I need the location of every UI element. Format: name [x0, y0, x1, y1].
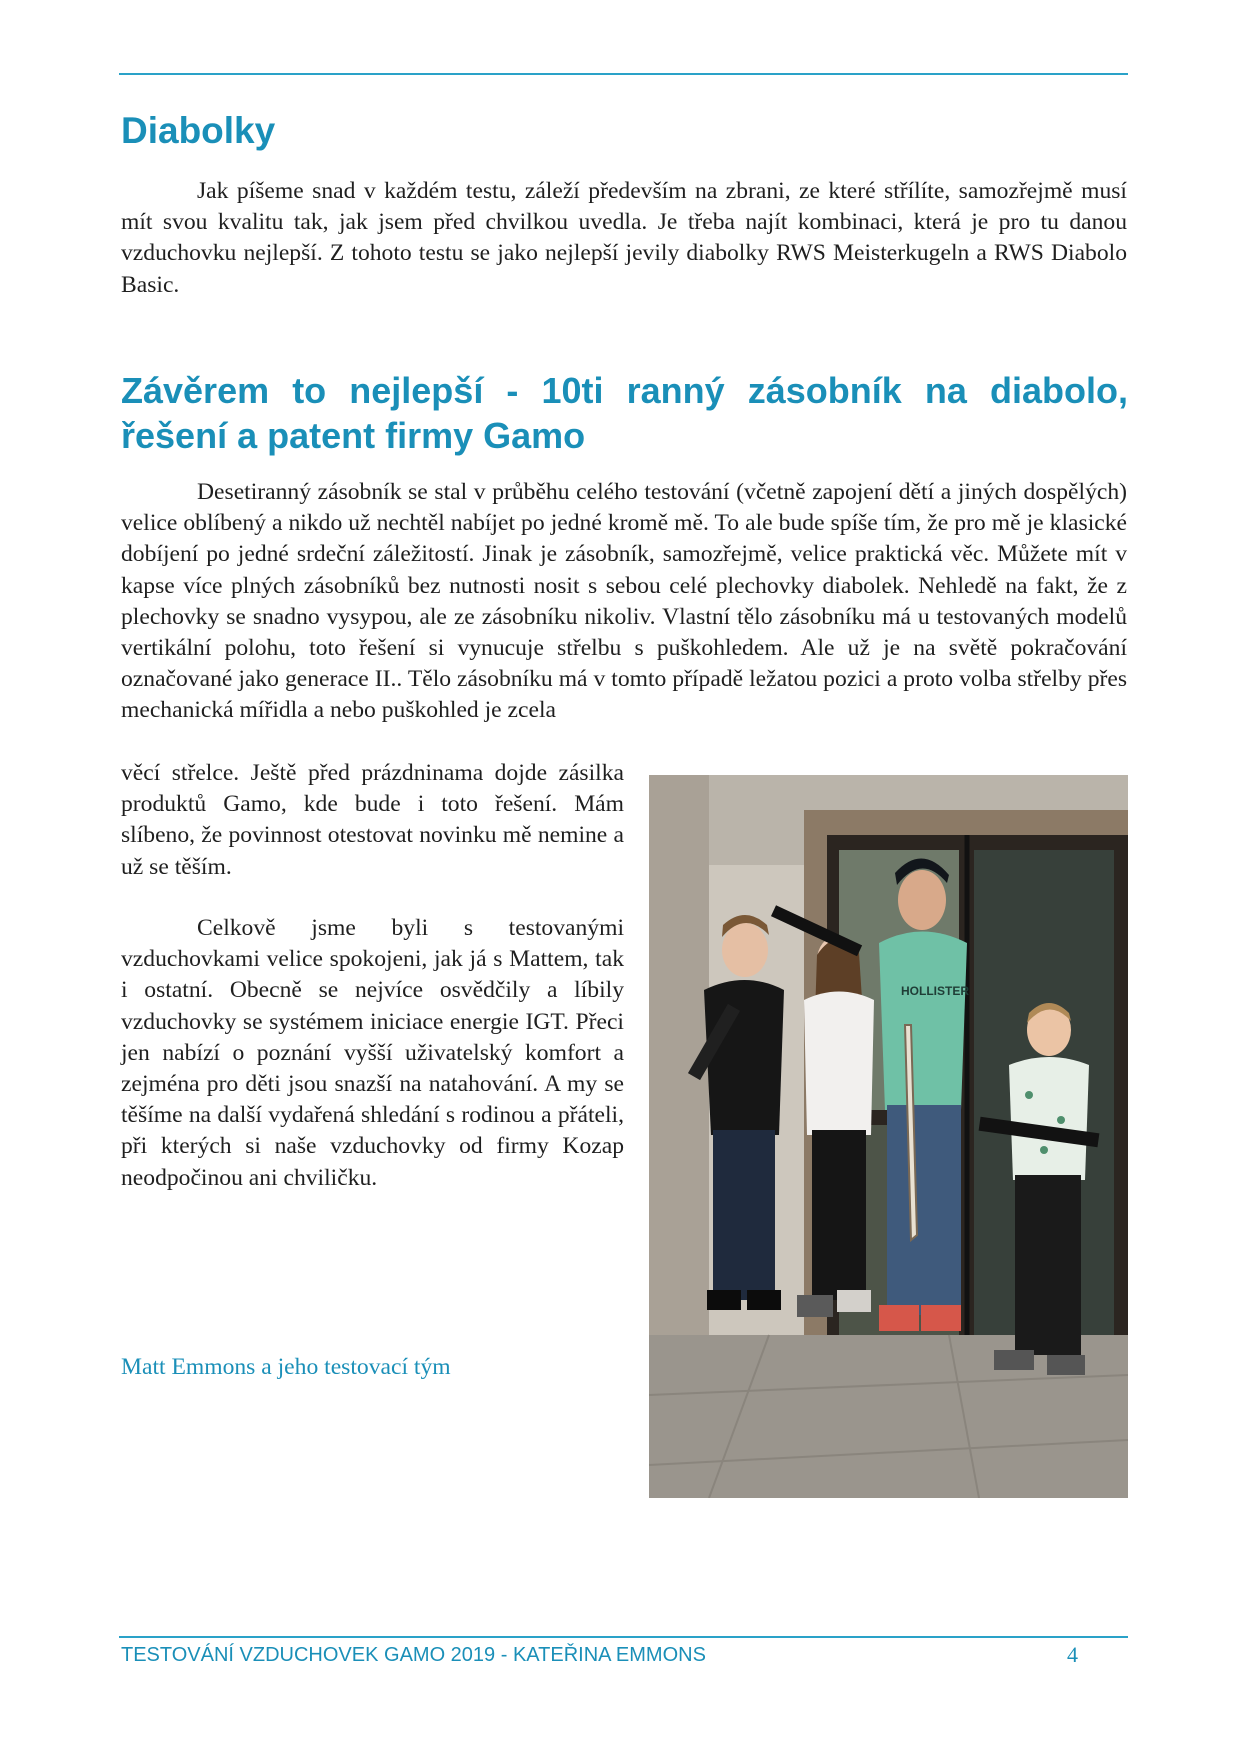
section-title-zaverem-line2: řešení a patent firmy Gamo — [121, 415, 586, 456]
footer-title: TESTOVÁNÍ VZDUCHOVEK GAMO 2019 - KATEŘINA EMMONS — [121, 1644, 706, 1666]
section-title-zaverem-line1: Závěrem to nejlepší - 10ti ranný zásobník na diabolo, — [121, 370, 1128, 411]
tshirt-print: HOLLISTER — [901, 984, 969, 998]
header-rule — [119, 73, 1128, 75]
paragraph-diabolky: Jak píšeme snad v každém testu, záleží především na zbrani, ze které střílíte, samozřejmě musí mít svou kvalitu tak, jak jsem před chvilkou uvedla. Je třeba najít kombinaci, která je pro tu danou vzduchovku nejlepší. Z tohoto testu se jako nejlepší jevily diabolky RWS Meisterkugeln a RWS Diabolo Basic. — [121, 178, 1127, 298]
section-title-diabolky: Diabolky — [121, 110, 276, 151]
photo-caption: Matt Emmons a jeho testovací tým — [121, 1354, 451, 1380]
section-title-zaverem — [121, 368, 1128, 458]
page-number: 4 — [1067, 1642, 1078, 1667]
paragraph-summary: Celkově jsme byli s testovanými vzduchovkami velice spokojeni, jak já s Mattem, tak i ostatní. Obecně se nejvíce osvědčily a líbily vzduchovky se systémem iniciace energie IGT. Přeci jen nabízí o poznání vyšší uživatelský komfort a zejména pro děti jsou snazší na natahování. A my se těšíme na další vydařená shledání s rodinou a přáteli, při kterých si naše vzduchovky od firmy Kozap neodpočinou ani chviličku. — [121, 915, 624, 1191]
team-photo — [649, 775, 1128, 1498]
paragraph-zasobnik: Desetiranný zásobník se stal v průběhu celého testování (včetně zapojení dětí a jiných dospělých) velice oblíbený a nikdo už nechtěl nabíjet po jedné kromě mě. To ale bude spíše tím, že pro mě je klasické dobíjení po jedné srdeční záležitostí. Jinak je zásobník, samozřejmě, velice praktická věc. Můžete mít v kapse více plných zásobníků bez nutnosti nosit s sebou celé plechovky diabolek. Nehledě na fakt, že z plechovky se snadno vysypou, ale ze zásobníku nikoliv. Vlastní tělo zásobníku má u testovaných modelů vertikální polohu, toto řešení si vynucuje střelbu s puškohledem. Ale už je na světě pokračování označované jako generace II.. Tělo zásobníku má v tomto případě ležatou pozici a proto volba střelby přes mechanická mířidla a nebo puškohled je zcela — [121, 479, 1127, 724]
paragraph-zasobnik-continued: věcí střelce. Ještě před prázdninama dojde zásilka produktů Gamo, kde bude i toto řešení. Mám slíbeno, že povinnost otestovat novinku mě nemine a už se těším. — [121, 760, 624, 880]
footer-rule — [119, 1636, 1128, 1638]
